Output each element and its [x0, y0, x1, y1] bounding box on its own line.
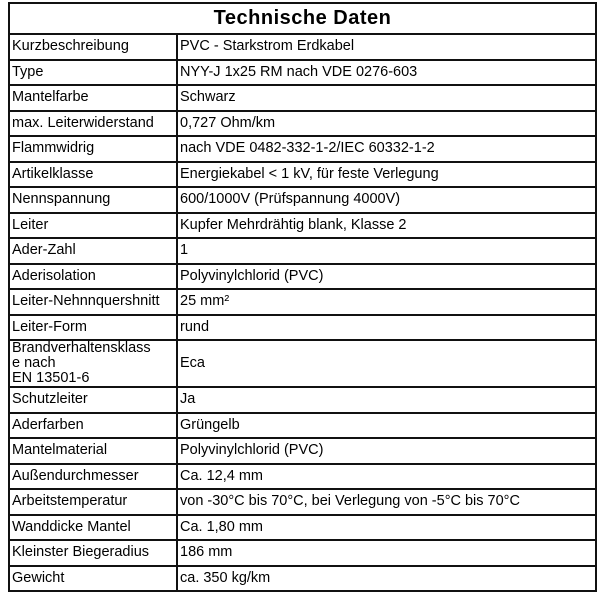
table-row: [9, 515, 596, 541]
row-value: Ca. 12,4 mm: [177, 464, 596, 490]
table-row: [9, 187, 596, 213]
table-row: [9, 540, 596, 566]
row-value: rund: [177, 315, 596, 341]
row-label: Leiter: [9, 213, 177, 239]
row-label: Artikelklasse: [9, 162, 177, 188]
row-label: Ader-Zahl: [9, 238, 177, 264]
table-row: [9, 387, 596, 413]
row-value: Grüngelb: [177, 413, 596, 439]
table-row: [9, 111, 596, 137]
table-row: [9, 438, 596, 464]
row-value: Eca: [177, 340, 596, 387]
row-label: Wanddicke Mantel: [9, 515, 177, 541]
row-value: 186 mm: [177, 540, 596, 566]
row-label: Kleinster Biegeradius: [9, 540, 177, 566]
row-value: NYY-J 1x25 RM nach VDE 0276-603: [177, 60, 596, 86]
row-label: Leiter-Nehnnquershnitt: [9, 289, 177, 315]
row-value: nach VDE 0482-332-1-2/IEC 60332-1-2: [177, 136, 596, 162]
row-label: Aderfarben: [9, 413, 177, 439]
table-row: [9, 238, 596, 264]
table-row: [9, 413, 596, 439]
table-row: [9, 315, 596, 341]
row-label-line: e nach: [12, 355, 56, 371]
row-value: Energiekabel < 1 kV, für feste Verlegung: [177, 162, 596, 188]
table-title: Technische Daten: [9, 3, 596, 34]
row-value: Ca. 1,80 mm: [177, 515, 596, 541]
row-label: Leiter-Form: [9, 315, 177, 341]
table-row: [9, 340, 596, 387]
table-row: [9, 34, 596, 60]
table-row: [9, 60, 596, 86]
row-label: Gewicht: [9, 566, 177, 592]
row-value: 1: [177, 238, 596, 264]
table-row: [9, 489, 596, 515]
row-value: 600/1000V (Prüfspannung 4000V): [177, 187, 596, 213]
row-label-line: EN 13501-6: [12, 370, 90, 386]
row-label: max. Leiterwiderstand: [9, 111, 177, 137]
row-label: [9, 340, 177, 387]
row-label: Kurzbeschreibung: [9, 34, 177, 60]
row-label: Type: [9, 60, 177, 86]
row-label-line: Brandverhaltensklass: [12, 340, 151, 356]
row-label: Nennspannung: [9, 187, 177, 213]
row-label: Aderisolation: [9, 264, 177, 290]
row-value: 0,727 Ohm/km: [177, 111, 596, 137]
row-label: Außendurchmesser: [9, 464, 177, 490]
row-label: Mantelmaterial: [9, 438, 177, 464]
table-row: [9, 566, 596, 592]
table-row: [9, 213, 596, 239]
row-value: von -30°C bis 70°C, bei Verlegung von -5°C bis 70°C: [177, 489, 596, 515]
table-row: [9, 136, 596, 162]
table-row: [9, 264, 596, 290]
row-value: PVC - Starkstrom Erdkabel: [177, 34, 596, 60]
table-row: [9, 85, 596, 111]
table-row: [9, 464, 596, 490]
row-value: Polyvinylchlorid (PVC): [177, 264, 596, 290]
row-label: Schutzleiter: [9, 387, 177, 413]
technical-data-table: [8, 2, 597, 592]
row-value: Ja: [177, 387, 596, 413]
row-label: Arbeitstemperatur: [9, 489, 177, 515]
row-label: Mantelfarbe: [9, 85, 177, 111]
row-value: ca. 350 kg/km: [177, 566, 596, 592]
row-label: Flammwidrig: [9, 136, 177, 162]
row-value: Kupfer Mehrdrähtig blank, Klasse 2: [177, 213, 596, 239]
row-value: 25 mm²: [177, 289, 596, 315]
table-row: [9, 289, 596, 315]
table-row: [9, 162, 596, 188]
row-value: Schwarz: [177, 85, 596, 111]
row-value: Polyvinylchlorid (PVC): [177, 438, 596, 464]
